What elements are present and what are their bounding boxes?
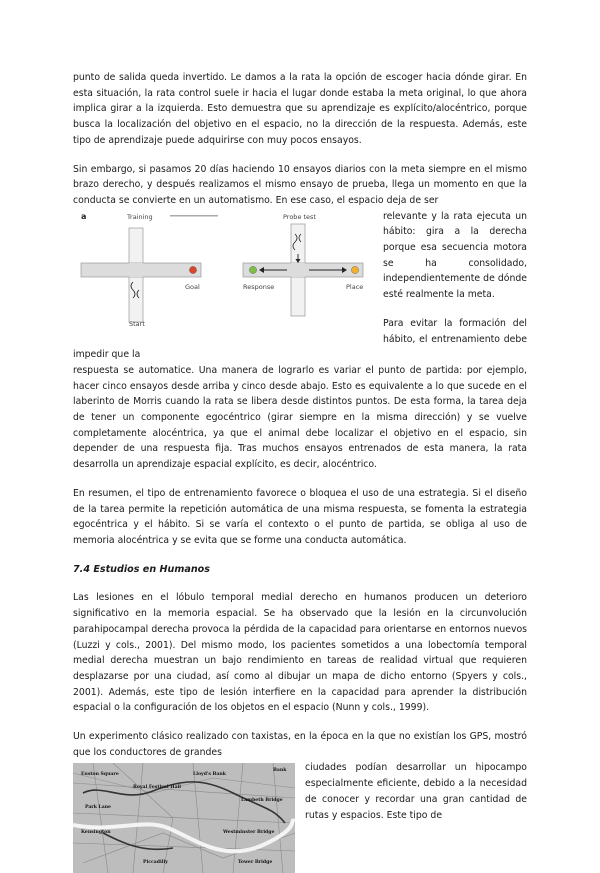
paragraph-3-continuation: respuesta se automatice. Una manera de lograrlo es variar el punto de partida: por ejemplo, hacer cinco ensayos desde arriba y cinco desde abajo. Esto es equivalente a lo que sucede en el laberinto de Morris cuando la rata se libera desde distintos puntos. De esta forma, la tarea deja de tener un componente egocéntrico (girar siempre en la misma dirección) y se vuelve completamente alocéntrica, ya que el animal debe localizar el objetivo en el espacio, sin depender de una respuesta fija. Tras muchos ensayos entrenados de esta manera, la rata desarrolla un aprendizaje espacial explícito, es decir, alocéntrico.	[73, 364, 527, 471]
map-label-7: Westminster Bridge	[223, 830, 275, 836]
section-heading: 7.4 Estudios en Humanos	[73, 563, 210, 575]
figure-panel-label: a	[81, 211, 87, 221]
place-marker	[351, 266, 358, 273]
probe-test-label: Probe test	[283, 212, 316, 221]
paragraph-4: En resumen, el tipo de entrenamiento favorece o bloquea el uso de una estrategia. Si el diseño de la tarea permite la repetición automática de una misma respuesta, se fomenta la estrategia egocéntrica y el hábito. Si se varía el contexto o el punto de partida, se obliga al uso de memoria alocéntrica y se evita que se forme una conducta automática.	[73, 487, 527, 546]
document-page	[73, 70, 527, 873]
london-map-svg	[73, 763, 295, 873]
paragraph-2-continuation: relevante y la rata ejecuta un hábito: gira a la derecha porque esa secuencia motora se ha consolidado, independientemente de dónde esté realmente la meta.	[383, 210, 527, 301]
place-label: Place	[346, 282, 364, 291]
paragraph-1: punto de salida queda invertido. Le damos a la rata la opción de escoger hacia dónde girar. En esta situación, la rata control suele ir hacia el lugar donde estaba la meta original, lo que ahora implica girar a la izquierda. Esto demuestra que su aprendizaje es explícito/alocéntrico, porque busca la localización del objetivo en el espacio, no la dirección de la respuesta. Además, este tipo de aprendizaje puede adquirirse con muy pocos ensayos.	[73, 72, 527, 146]
paragraph-3-intro: Para evitar la formación del hábito, el entrenamiento debe impedir que la	[73, 317, 527, 361]
goal-marker	[189, 266, 196, 273]
map-label-2: Lloyd's Bank	[193, 772, 226, 778]
paragraph-2-intro: Sin embargo, si pasamos 20 días haciendo 10 ensayos diarios con la meta siempre en el mismo brazo derecho, y después realizamos el mismo ensayo de prueba, llega un momento en que la conducta se convierte en un automatismo. En ese caso, el espacio deja de ser	[73, 163, 527, 206]
map-label-8: Royal Festival Hall	[133, 785, 182, 791]
training-label: Training	[127, 212, 153, 221]
map-label-10: Piccadilly	[143, 860, 168, 866]
map-label-1: Euston Square	[81, 772, 119, 778]
paragraph-6-continuation: ciudades podían desarrollar un hipocampo especialmente eficiente, debido a la necesidad de conocer y recordar una gran cantidad de rutas y espacios. Este tipo de	[305, 762, 527, 821]
map-label-3: Bank	[273, 768, 287, 774]
map-label-9: Tower Bridge	[238, 860, 273, 866]
map-label-5: Lambeth Bridge	[241, 798, 283, 804]
training-maze-junction	[129, 263, 143, 277]
probe-maze-junction	[291, 263, 305, 277]
response-label: Response	[243, 282, 275, 291]
figure-caption-smudge	[170, 215, 218, 217]
training-maze	[81, 228, 201, 328]
probe-maze	[243, 224, 363, 316]
maze-figure	[73, 210, 373, 328]
london-map-figure	[73, 763, 295, 873]
paragraph-5: Las lesiones en el lóbulo temporal medial derecho en humanos producen un deterioro significativo en la memoria espacial. Se ha observado que la lesión en la circunvolución parahipocampal derecha provoca la pérdida de la capacidad para orientarse en entornos nuevos (Luzzi y cols., 2001). Del mismo modo, los pacientes sometidos a una lobectomía temporal medial derecha muestran un bajo rendimiento en tareas de realidad virtual que requieren desplazarse por una ciudad, así como al dibujar un mapa de dicho entorno (Spyers y cols., 2001). Además, este tipo de lesión interfiere en la capacidad para aprender la distribución espacial o la configuración de los objetos en el espacio (Nunn y cols., 1999).	[73, 592, 527, 714]
map-label-6: Kensington	[81, 830, 111, 836]
response-marker	[249, 266, 256, 273]
start-label: Start	[129, 319, 145, 328]
maze-figure-svg	[73, 210, 373, 328]
map-label-4: Park Lane	[85, 805, 111, 811]
paragraph-6-intro: Un experimento clásico realizado con taxistas, en la época en la que no existían los GPS, mostró que los conductores de grandes	[73, 731, 527, 758]
goal-label: Goal	[185, 282, 200, 291]
